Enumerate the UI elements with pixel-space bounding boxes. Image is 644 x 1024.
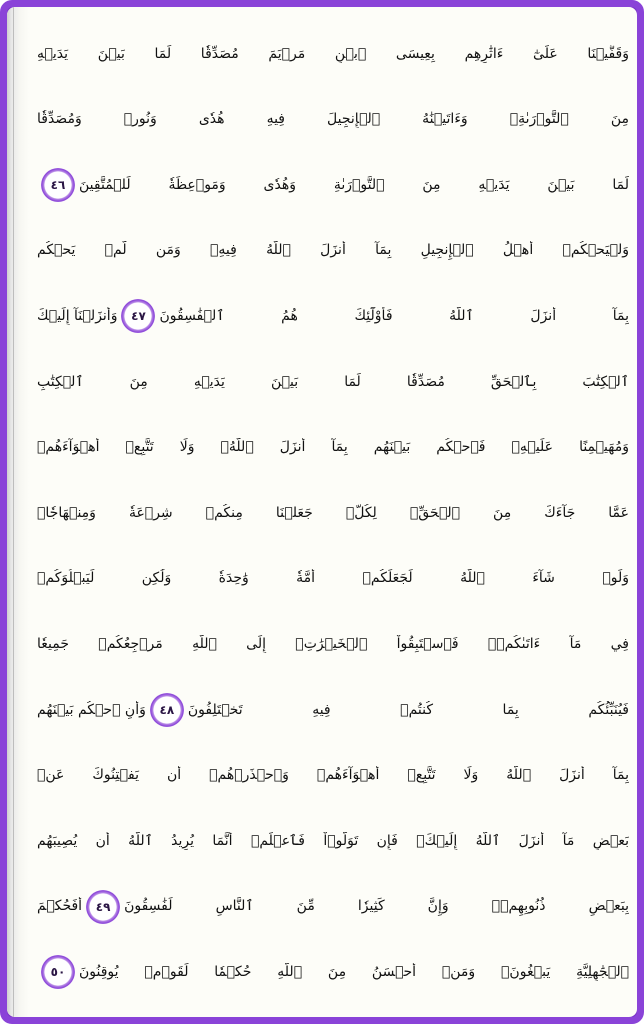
ayah-text: ٱلۡجَٰهِلِيَّةِ يَبۡغُونَۚ وَمَنۡ أَحۡسَنُ مِنَ ٱللَّهِ حُكۡمٗا لِّقَوۡمٖ يُوقِنُونَ	[79, 964, 629, 981]
page-spine	[7, 7, 29, 1017]
text-line	[37, 152, 629, 218]
verse-number-marker: ٤٩	[86, 890, 120, 924]
ayah-text: وَلَوۡ شَآءَ ٱللَّهُ لَجَعَلَكُمۡ أُمَّةٗ وَٰحِدَةٗ وَلَٰكِن لِّيَبۡلُوَكُمۡ	[37, 570, 629, 587]
ayah-text: مِنَ ٱلتَّوۡرَىٰةِۖ وَءَاتَيۡنَٰهُ ٱلۡإِنجِيلَ فِيهِ هُدٗى وَنُورٞ وَمُصَدِّقٗا	[37, 111, 629, 128]
ayah-text: بِمَآ أَنزَلَ ٱللَّهُ فَأُوْلَٰٓئِكَ هُمُ ٱلۡفَٰسِقُونَ	[159, 308, 629, 325]
ayah-text: ٱلۡكِتَٰبَ بِٱلۡحَقِّ مُصَدِّقٗا لِّمَا بَيۡنَ يَدَيۡهِ مِنَ ٱلۡكِتَٰبِ	[37, 373, 629, 390]
text-line	[37, 546, 629, 612]
text-line	[37, 743, 629, 809]
verse-number-marker: ٤٦	[41, 168, 75, 202]
ayah-text: بِبَعۡضِ ذُنُوبِهِمۡۗ وَإِنَّ كَثِيرٗا مِّنَ ٱلنَّاسِ لَفَٰسِقُونَ	[124, 898, 629, 915]
text-line	[37, 218, 629, 284]
text-line	[37, 283, 629, 349]
ayah-text: بَعۡضِ مَآ أَنزَلَ ٱللَّهُ إِلَيۡكَۖ فَإِن تَوَلَّوۡاْ فَٱعۡلَمۡ أَنَّمَا يُرِيدُ ٱللَّهُ أَن يُصِيبَهُم	[37, 832, 629, 849]
ayah-text: عَمَّا جَآءَكَ مِنَ ٱلۡحَقِّۚ لِكُلّٖ جَعَلۡنَا مِنكُمۡ شِرۡعَةٗ وَمِنۡهَاجٗاۚ	[37, 504, 629, 521]
text-line	[37, 21, 629, 87]
text-line	[37, 939, 629, 1005]
text-line	[37, 611, 629, 677]
ayah-text: وَقَفَّيۡنَا عَلَىٰٓ ءَاثَٰرِهِم بِعِيسَى ٱبۡنِ مَرۡيَمَ مُصَدِّقٗا لِّمَا بَيۡنَ يَدَيۡهِ	[37, 45, 629, 62]
ayah-text: وَمُهَيۡمِنًا عَلَيۡهِۖ فَٱحۡكُم بَيۡنَهُم بِمَآ أَنزَلَ ٱللَّهُۖ وَلَا تَتَّبِعۡ أَهۡوَآءَهُمۡ	[37, 439, 629, 456]
mushaf-page	[7, 7, 637, 1017]
spine-line	[13, 7, 14, 1017]
verse-number-marker: ٤٧	[121, 299, 155, 333]
verse-number-marker: ٤٨	[150, 693, 184, 727]
text-line	[37, 808, 629, 874]
ayah-text: فَيُنَبِّئُكُم بِمَا كُنتُمۡ فِيهِ تَخۡتَلِفُونَ	[187, 701, 629, 718]
ayah-text: بِمَآ أَنزَلَ ٱللَّهُ وَلَا تَتَّبِعۡ أَهۡوَآءَهُمۡ وَٱحۡذَرۡهُمۡ أَن يَفۡتِنُوكَ عَنۢ	[37, 767, 629, 784]
text-line	[37, 415, 629, 481]
ayah-text: أَفَحُكۡمَ	[37, 898, 83, 915]
ayah-text: وَأَنزَلۡنَآ إِلَيۡكَ	[37, 308, 118, 325]
text-line	[37, 480, 629, 546]
text-line	[37, 677, 629, 743]
verse-number-marker: ٥٠	[41, 955, 75, 989]
ayah-text: فِي مَآ ءَاتَىٰكُمۡۖ فَٱسۡتَبِقُواْ ٱلۡخَيۡرَٰتِۚ إِلَى ٱللَّهِ مَرۡجِعُكُمۡ جَمِيعٗا	[37, 636, 629, 653]
ayah-text: وَأَنِ ٱحۡكُم بَيۡنَهُم	[37, 701, 146, 718]
text-line	[37, 349, 629, 415]
quran-text-block	[37, 21, 629, 1005]
text-line	[37, 87, 629, 153]
text-line	[37, 874, 629, 940]
ayah-text: لِّمَا بَيۡنَ يَدَيۡهِ مِنَ ٱلتَّوۡرَىٰةِ وَهُدٗى وَمَوۡعِظَةٗ لِّلۡمُتَّقِينَ	[79, 176, 629, 193]
ayah-text: وَلۡيَحۡكُمۡ أَهۡلُ ٱلۡإِنجِيلِ بِمَآ أَنزَلَ ٱللَّهُ فِيهِۚ وَمَن لَّمۡ يَحۡكُم	[37, 242, 629, 259]
